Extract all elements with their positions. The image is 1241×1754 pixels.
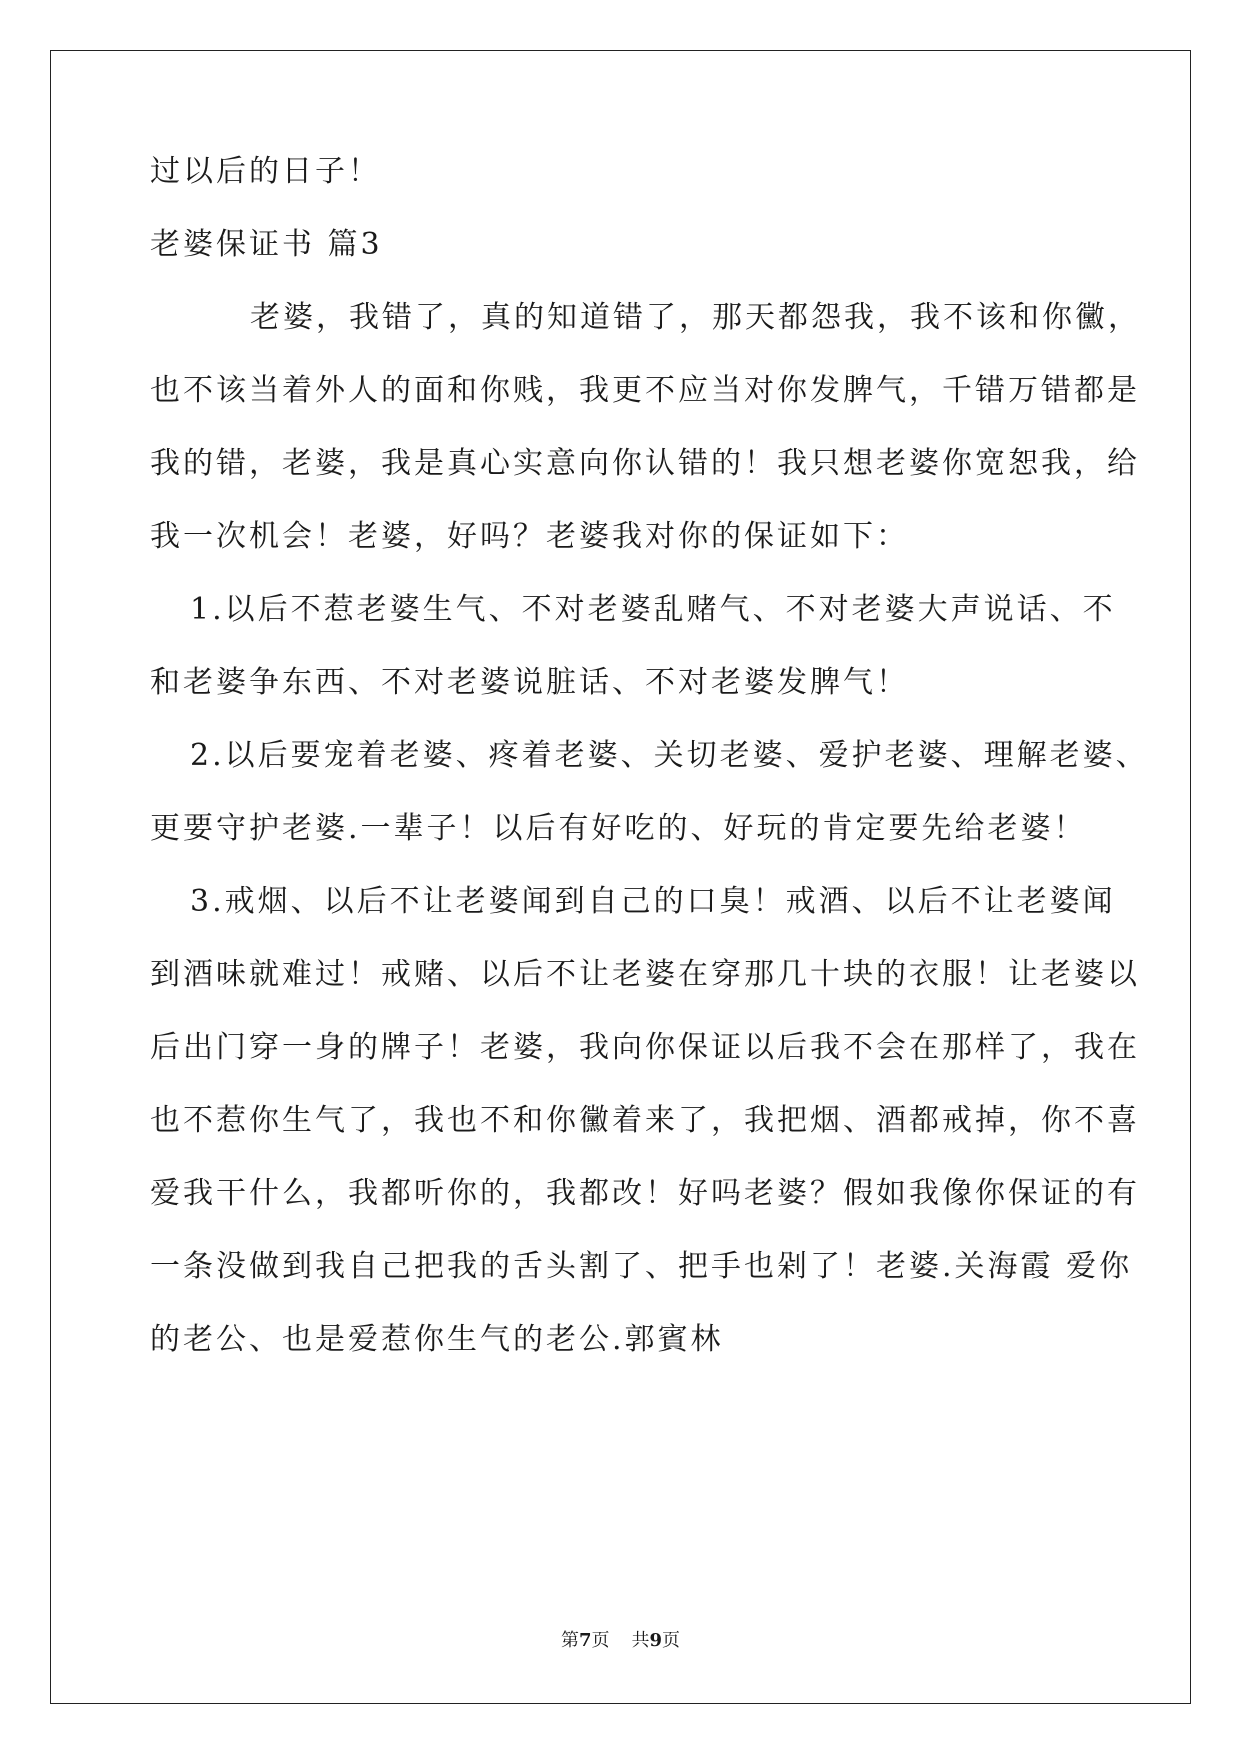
list-item: 2.以后要宠着老婆、疼着老婆、关切老婆、爱护老婆、理解老婆、: [190, 738, 1149, 773]
text-line: 我的错，老婆，我是真心实意向你认错的！我只想老婆你宽恕我，给: [150, 446, 1140, 481]
list-item: 1.以后不惹老婆生气、不对老婆乱赌气、不对老婆大声说话、不: [190, 592, 1116, 627]
text-line: 和老婆争东西、不对老婆说脏话、不对老婆发脾气！: [150, 665, 909, 700]
page-total: 9: [649, 1630, 663, 1651]
total-unit: 页: [662, 1630, 681, 1651]
page-footer: [0, 1630, 1241, 1652]
text-line: 更要守护老婆.一辈子！以后有好吃的、好玩的肯定要先给老婆！: [150, 811, 1087, 846]
text-line: 的老公、也是爱惹你生气的老公.郭賓林: [150, 1322, 724, 1357]
text-line: 过以后的日子！: [150, 154, 381, 189]
text-line: 也不该当着外人的面和你贱，我更不应当对你发脾气，千错万错都是: [150, 373, 1140, 408]
page-unit: 页: [591, 1630, 610, 1651]
list-item: 3.戒烟、以后不让老婆闻到自己的口臭！戒酒、以后不让老婆闻: [190, 884, 1116, 919]
section-heading: 老婆保证书 篇3: [150, 227, 383, 262]
page-border: [50, 50, 1191, 1704]
text-line: 后出门穿一身的牌子！老婆，我向你保证以后我不会在那样了，我在: [150, 1030, 1140, 1065]
text-line: 我一次机会！老婆，好吗？老婆我对你的保证如下：: [150, 519, 909, 554]
text-line: 爱我干什么，我都听你的，我都改！好吗老婆？假如我像你保证的有: [150, 1176, 1140, 1211]
page-current: 7: [578, 1630, 592, 1651]
text-line: 也不惹你生气了，我也不和你黴着来了，我把烟、酒都戒掉，你不喜: [150, 1103, 1140, 1138]
page-prefix: 第: [560, 1630, 579, 1651]
text-line: 老婆，我错了，真的知道错了，那天都怨我，我不该和你黴，: [250, 300, 1141, 335]
text-line: 到酒味就难过！戒赌、以后不让老婆在穿那几十块的衣服！让老婆以: [150, 957, 1140, 992]
text-line: 一条没做到我自己把我的舌头割了、把手也剁了！老婆.关海霞 爱你: [150, 1249, 1133, 1284]
total-prefix: 共: [631, 1630, 650, 1651]
